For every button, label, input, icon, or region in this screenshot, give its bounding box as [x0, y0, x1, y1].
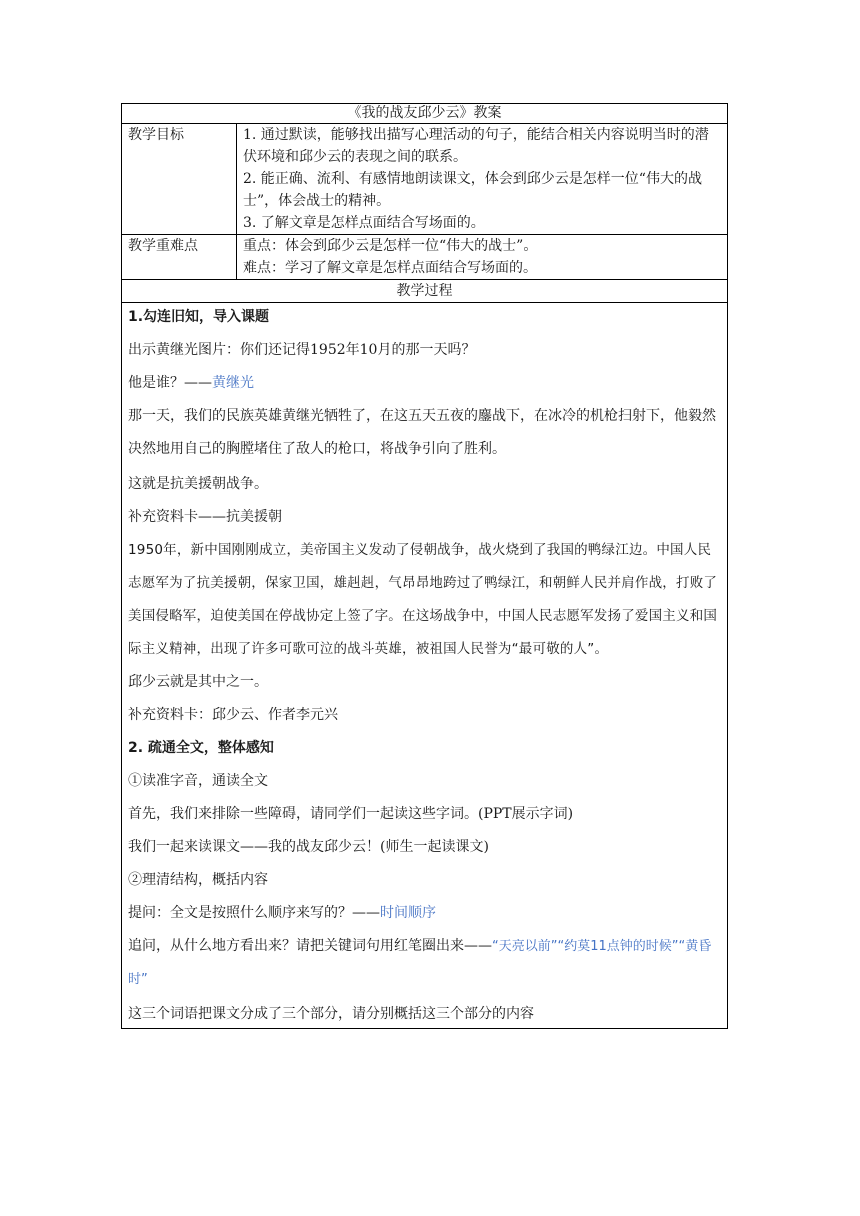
answer-text: “天亮以前”“约莫11点钟的时候”“黄昏时”	[128, 939, 712, 987]
paragraph: ①读准字音，通读全文	[128, 773, 268, 789]
question-text: 他是谁？——	[128, 375, 212, 391]
paragraph: 我们一起来读课文——我的战友邱少云！(师生一起读课文)	[128, 839, 489, 855]
answer-text: 时间顺序	[380, 905, 436, 921]
objective-item: 1. 通过默读，能够找出描写心理活动的句子，能结合相关内容说明当时的潜伏环境和邱少云的表现之间的联系。	[243, 127, 709, 165]
objectives-label: 教学目标	[122, 124, 237, 235]
key-points-label: 教学重难点	[122, 235, 237, 280]
paragraph: 这三个词语把课文分成了三个部分，请分别概括这三个部分的内容	[128, 1006, 534, 1022]
paragraph: ②理清结构，概括内容	[128, 872, 268, 888]
paragraph: 那一天，我们的民族英雄黄继光牺牲了，在这五天五夜的鏖战下，在冰冷的机枪扫射下，他毅然决然地用自己的胸膛堵住了敌人的枪口，将战争引向了胜利。	[128, 408, 716, 457]
paragraph: 补充资料卡：邱少云、作者李元兴	[128, 707, 338, 723]
section-heading: 1.勾连旧知，导入课题	[128, 309, 270, 325]
question-text: 提问：全文是按照什么顺序来写的？——	[128, 905, 380, 921]
paragraph	[128, 373, 721, 393]
resource-card-paragraph: 1950年，新中国刚刚成立，美帝国主义发动了侵朝战争，战火烧到了我国的鸭绿江边。中国人民志愿军为了抗美援朝，保家卫国，雄赳赳，气昂昂地跨过了鸭绿江，和朝鲜人民并肩作战，打败了美国侵略军，迫使美国在停战协定上签了字。在这场战争中，中国人民志愿军发扬了爱国主义和国际主义精神，出现了许多可歌可泣的战斗英雄，被祖国人民誉为“最可敬的人”。	[128, 542, 718, 657]
paragraph: 补充资料卡——抗美援朝	[128, 509, 282, 525]
paragraph: 这就是抗美援朝战争。	[128, 476, 268, 492]
objective-item: 3. 了解文章是怎样点面结合写场面的。	[243, 215, 485, 231]
process-body	[122, 303, 728, 1029]
difficulty-point: 难点：学习了解文章是怎样点面结合写场面的。	[243, 260, 537, 276]
answer-text: 黄继光	[212, 375, 254, 391]
paragraph	[128, 930, 721, 996]
paragraph: 出示黄继光图片：你们还记得1952年10月的那一天吗？	[128, 342, 476, 358]
paragraph: 邱少云就是其中之一。	[128, 674, 268, 690]
key-point: 重点：体会到邱少云是怎样一位“伟大的战士”。	[243, 238, 538, 254]
paragraph	[128, 903, 721, 923]
lesson-plan-table	[121, 103, 728, 1029]
objective-item: 2. 能正确、流利、有感情地朗读课文，体会到邱少云是怎样一位“伟大的战士”，体会战士的精神。	[243, 171, 702, 209]
document-title: 《我的战友邱少云》教案	[122, 104, 728, 124]
key-points-content	[237, 235, 728, 280]
question-text: 追问，从什么地方看出来？请把关键词句用红笔圈出来——	[128, 938, 492, 954]
process-header: 教学过程	[122, 280, 728, 303]
section-heading: 2. 疏通全文，整体感知	[128, 740, 274, 756]
paragraph: 首先，我们来排除一些障碍，请同学们一起读这些字词。(PPT展示字词)	[128, 806, 574, 822]
objectives-content	[237, 124, 728, 235]
